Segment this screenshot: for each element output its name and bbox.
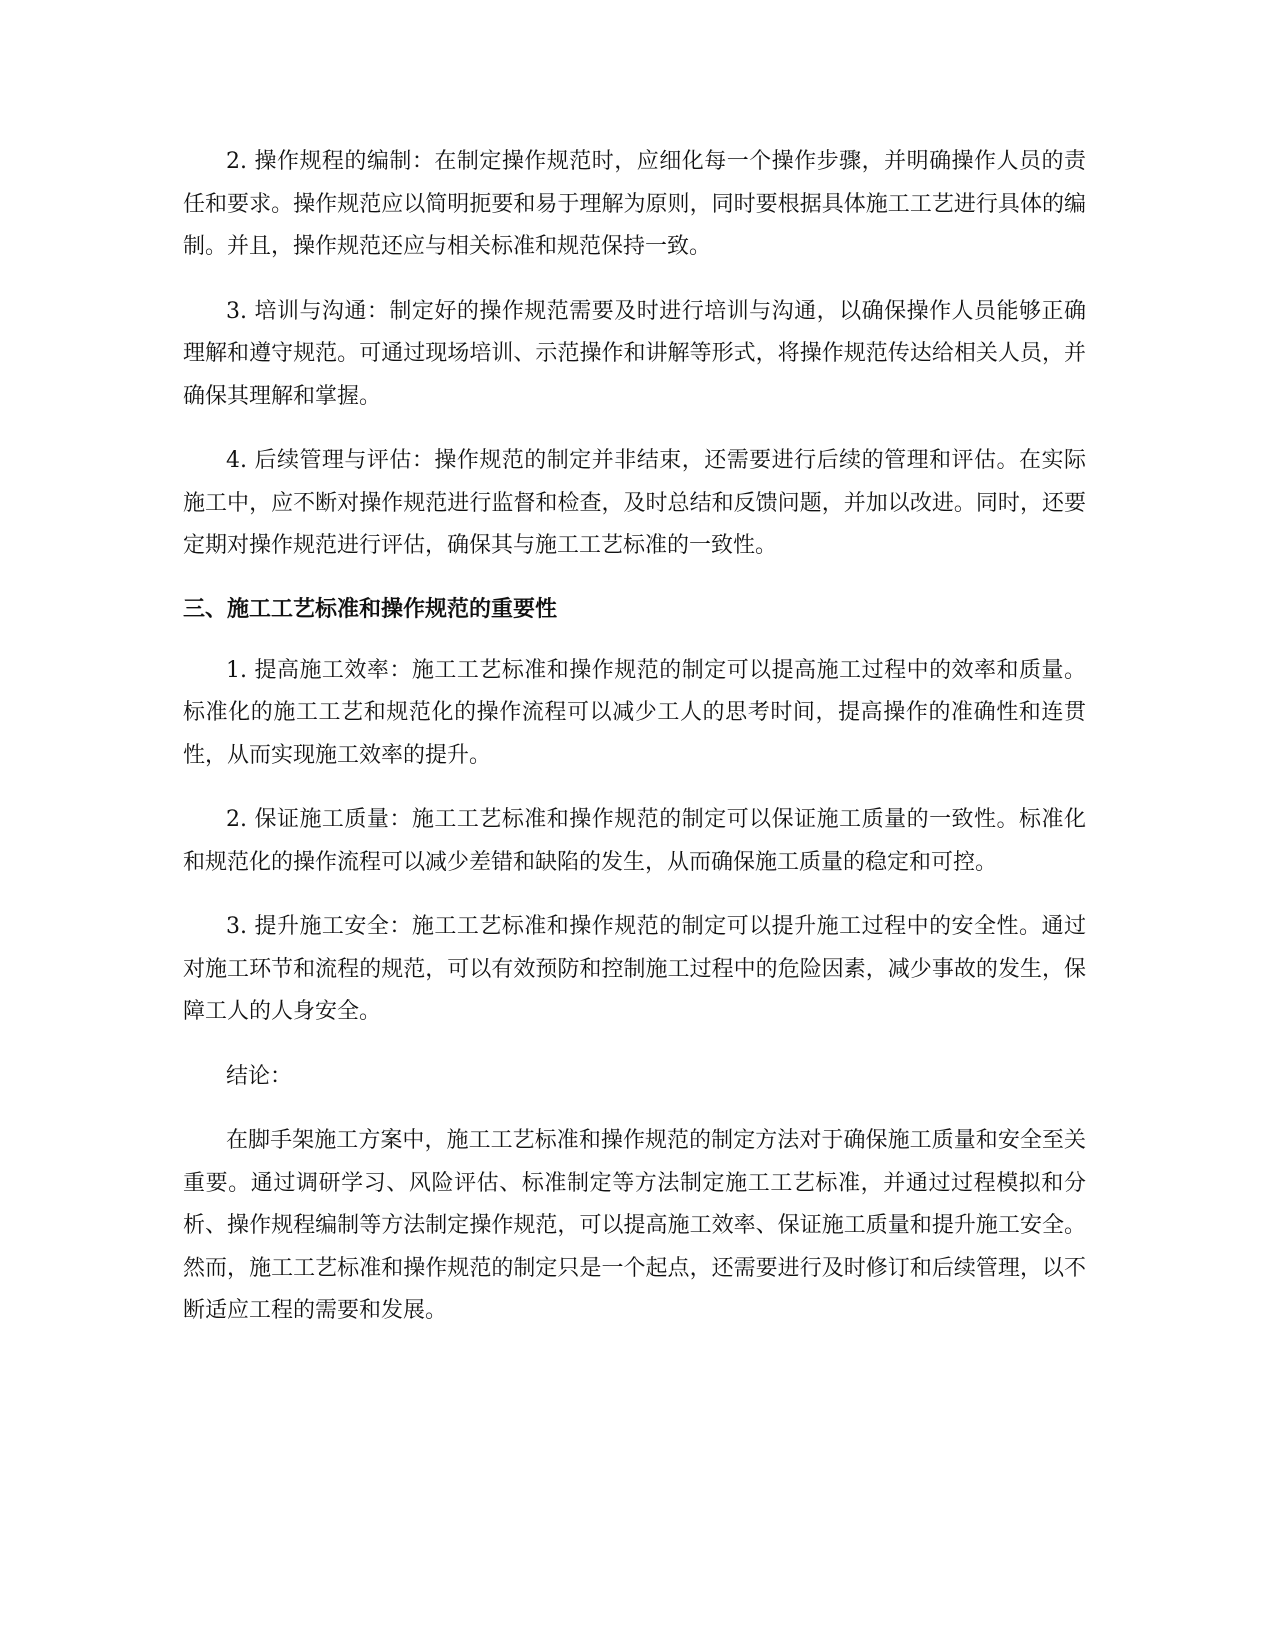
conclusion-label: 结论：	[226, 1063, 293, 1089]
paragraph-training-communication: 3. 培训与沟通：制定好的操作规范需要及时进行培训与沟通，以确保操作人员能够正确理解和遵守规范。可通过现场培训、示范操作和讲解等形式，将操作规范传达给相关人员，并确保其理解和掌握。	[183, 298, 1086, 409]
paragraph-operation-procedure: 2. 操作规程的编制：在制定操作规范时，应细化每一个操作步骤，并明确操作人员的责任和要求。操作规范应以简明扼要和易于理解为原则，同时要根据具体施工工艺进行具体的编制。并且，操作规范还应与相关标准和规范保持一致。	[183, 149, 1086, 259]
paragraph-improve-safety: 3. 提升施工安全：施工工艺标准和操作规范的制定可以提升施工过程中的安全性。通过对施工环节和流程的规范，可以有效预防和控制施工过程中的危险因素，减少事故的发生，保障工人的人身安全。	[183, 914, 1086, 1024]
paragraph-followup-management: 4. 后续管理与评估：操作规范的制定并非结束，还需要进行后续的管理和评估。在实际施工中，应不断对操作规范进行监督和检查，及时总结和反馈问题，并加以改进。同时，还要定期对操作规范进行评估，确保其与施工工艺标准的一致性。	[183, 448, 1086, 558]
document-page	[183, 141, 1086, 1355]
paragraph-improve-efficiency: 1. 提高施工效率：施工工艺标准和操作规范的制定可以提高施工过程中的效率和质量。标准化的施工工艺和规范化的操作流程可以减少工人的思考时间，提高操作的准确性和连贯性，从而实现施工效率的提升。	[183, 657, 1086, 768]
paragraph-ensure-quality: 2. 保证施工质量：施工工艺标准和操作规范的制定可以保证施工质量的一致性。标准化和规范化的操作流程可以减少差错和缺陷的发生，从而确保施工质量的稳定和可控。	[183, 807, 1086, 875]
paragraph-conclusion: 在脚手架施工方案中，施工工艺标准和操作规范的制定方法对于确保施工质量和安全至关重要。通过调研学习、风险评估、标准制定等方法制定施工工艺标准，并通过过程模拟和分析、操作规程编制等方法制定操作规范，可以提高施工效率、保证施工质量和提升施工安全。然而，施工工艺标准和操作规范的制定只是一个起点，还需要进行及时修订和后续管理，以不断适应工程的需要和发展。	[183, 1128, 1086, 1323]
section-heading-importance: 三、施工工艺标准和操作规范的重要性	[183, 596, 558, 622]
